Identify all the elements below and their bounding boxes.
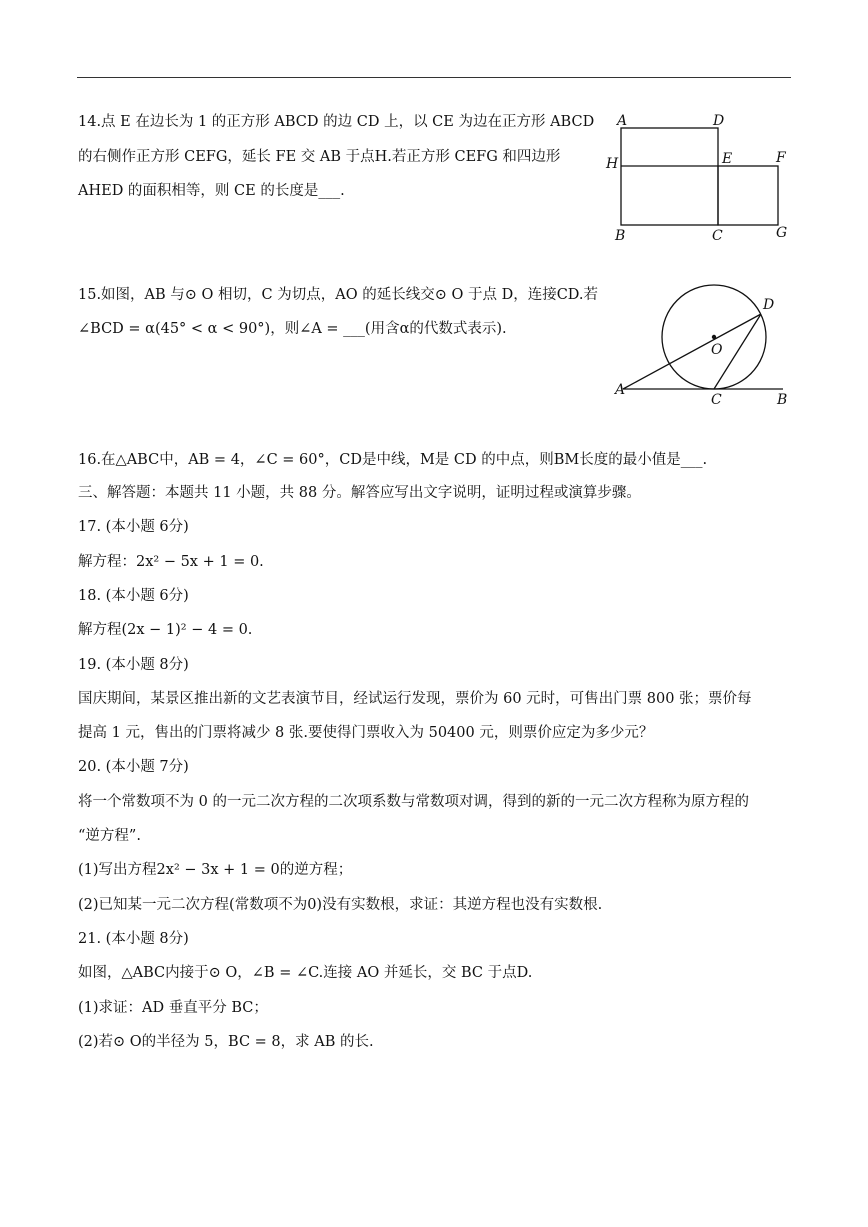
q20-part-1: (1)写出方程2x² − 3x + 1 = 0的逆方程； bbox=[78, 862, 353, 878]
q15-line-2: ∠BCD = α(45° < α < 90°)，则∠A = ___(用含α的代数式表示). bbox=[78, 321, 507, 337]
q14-line-3: AHED 的面积相等，则 CE 的长度是___. bbox=[78, 183, 345, 199]
label-a: A bbox=[617, 113, 628, 129]
q19-line-2: 提高 1 元，售出的门票将减少 8 张.要使得门票收入为 50400 元，则票价应定为多少元？ bbox=[78, 725, 654, 741]
q20-part-2: (2)已知某一元二次方程(常数项不为0)没有实数根，求证：其逆方程也没有实数根. bbox=[78, 897, 603, 913]
q18-heading: 18. (本小题 6分) bbox=[78, 588, 189, 604]
q17-body: 解方程：2x² − 5x + 1 = 0. bbox=[78, 554, 264, 570]
square-abcd bbox=[621, 128, 718, 225]
q17-heading: 17. (本小题 6分) bbox=[78, 519, 189, 535]
label-o: O bbox=[711, 342, 723, 358]
label-c: C bbox=[711, 392, 722, 408]
q18-body: 解方程(2x − 1)² − 4 = 0. bbox=[78, 622, 253, 638]
label-d: D bbox=[713, 113, 725, 129]
q20-heading: 20. (本小题 7分) bbox=[78, 759, 189, 775]
square-cefg bbox=[718, 166, 778, 225]
label-b: B bbox=[615, 228, 626, 244]
q14-line-1: 14.点 E 在边长为 1 的正方形 ABCD 的边 CD 上，以 CE 为边在正方形 ABCD bbox=[78, 114, 595, 130]
label-d: D bbox=[763, 297, 775, 313]
header-rule bbox=[77, 77, 791, 78]
q21-heading: 21. (本小题 8分) bbox=[78, 931, 189, 947]
q19-heading: 19. (本小题 8分) bbox=[78, 657, 189, 673]
label-b: B bbox=[777, 392, 788, 408]
label-h: H bbox=[606, 156, 619, 172]
q15-figure bbox=[605, 280, 805, 410]
center-point-o bbox=[712, 335, 716, 339]
q21-part-1: (1)求证：AD 垂直平分 BC； bbox=[78, 1000, 268, 1016]
q19-line-1: 国庆期间，某景区推出新的文艺表演节目，经试运行发现，票价为 60 元时，可售出门票 800 张；票价每 bbox=[78, 691, 752, 707]
label-f: F bbox=[776, 150, 786, 166]
label-e: E bbox=[722, 151, 733, 167]
section-3-heading: 三、解答题：本题共 11 小题，共 88 分。解答应写出文字说明，证明过程或演算步骤。 bbox=[78, 485, 641, 501]
q16-line: 16.在△ABC中，AB = 4，∠C = 60°，CD是中线，M是 CD 的中点，则BM长度的最小值是___. bbox=[78, 452, 708, 468]
q21-part-2: (2)若⊙ O的半径为 5，BC = 8，求 AB 的长. bbox=[78, 1034, 374, 1050]
segment-ad bbox=[623, 314, 761, 389]
q20-line-2: “逆方程”. bbox=[78, 828, 141, 844]
q15-line-1: 15.如图，AB 与⊙ O 相切，C 为切点，AO 的延长线交⊙ O 于点 D，连接CD.若 bbox=[78, 287, 599, 303]
label-a: A bbox=[615, 382, 626, 398]
q21-line-1: 如图，△ABC内接于⊙ O，∠B = ∠C.连接 AO 并延长，交 BC 于点D. bbox=[78, 965, 533, 981]
label-g: G bbox=[776, 225, 788, 241]
label-c: C bbox=[712, 228, 723, 244]
q14-figure bbox=[600, 105, 800, 247]
q14-line-2: 的右侧作正方形 CEFG，延长 FE 交 AB 于点H.若正方形 CEFG 和四边形 bbox=[78, 149, 561, 165]
q20-line-1: 将一个常数项不为 0 的一元二次方程的二次项系数与常数项对调，得到的新的一元二次方程称为原方程的 bbox=[78, 794, 749, 810]
